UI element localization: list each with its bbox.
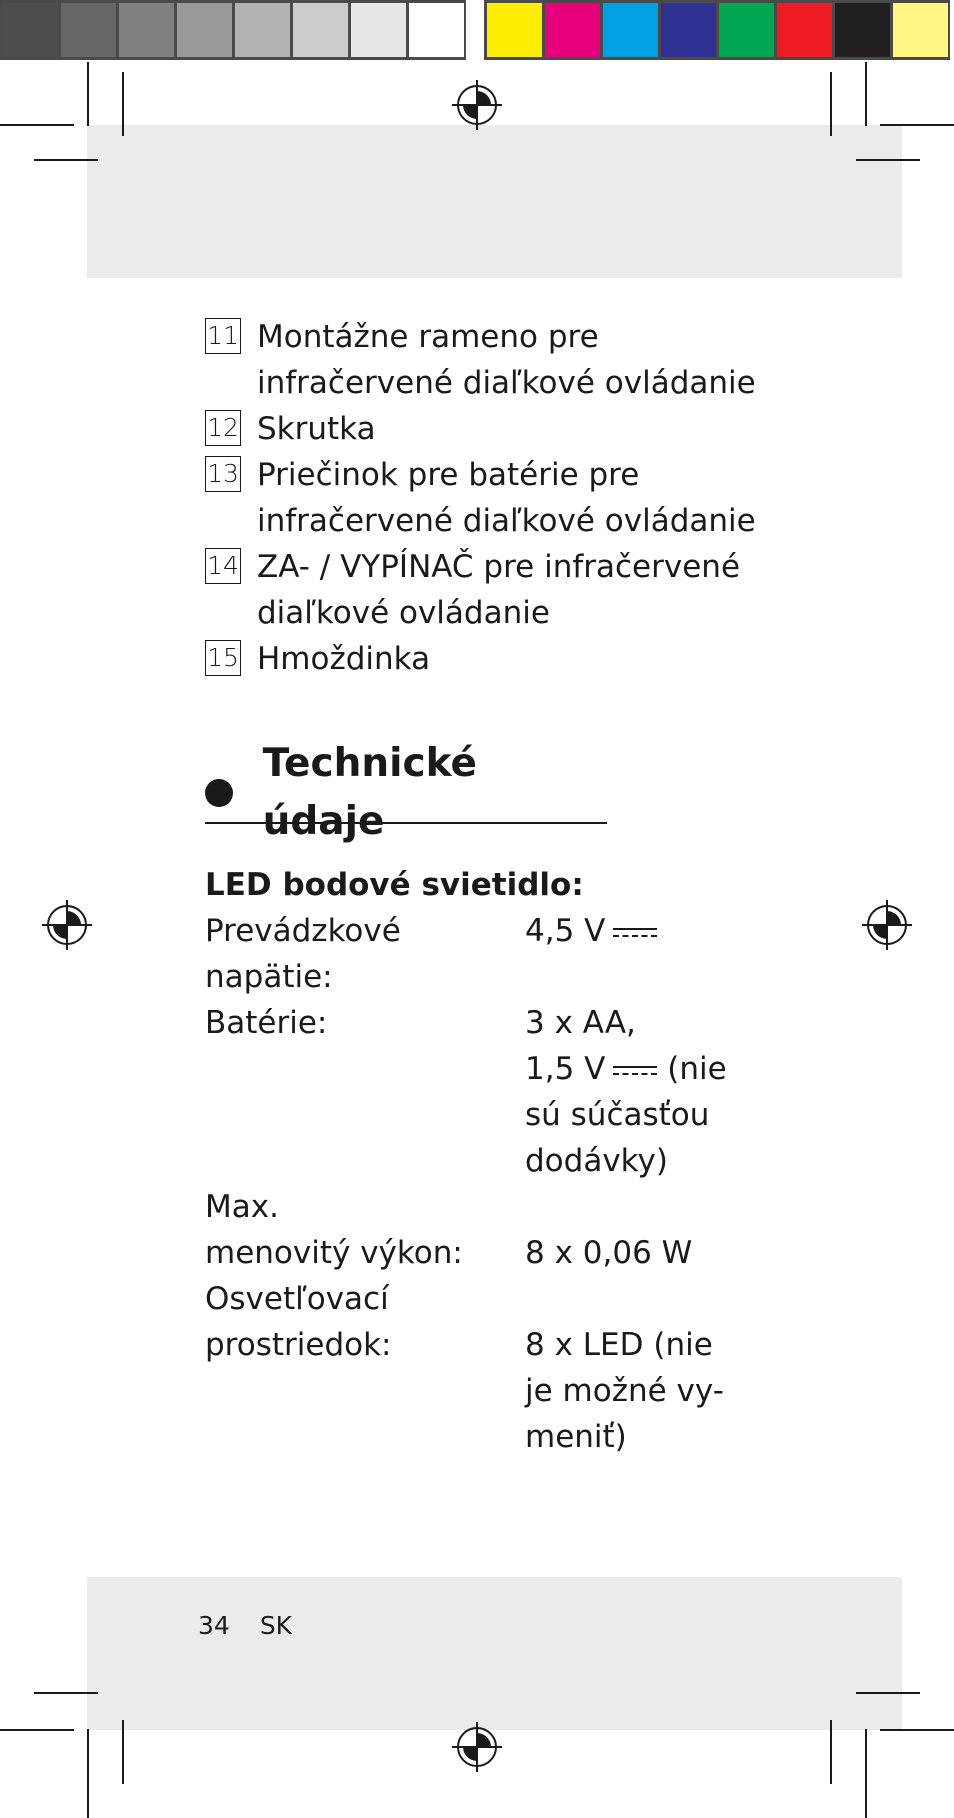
registration-mark-icon	[862, 900, 912, 950]
spec-row	[205, 1414, 765, 1460]
color-swatch	[892, 0, 950, 60]
spec-row	[205, 1000, 765, 1046]
registration-mark-icon	[452, 1722, 502, 1772]
spec-value	[525, 1046, 765, 1092]
part-number: 12	[205, 410, 241, 446]
spec-key-empty	[205, 1046, 525, 1092]
part-number: 11	[205, 318, 241, 354]
color-swatch	[408, 0, 466, 60]
color-swatch	[118, 0, 176, 60]
spec-key-empty	[205, 1414, 525, 1460]
subsection-title: LED bodové svietidlo:	[205, 867, 584, 903]
spec-value: 8 x 0,06 W	[525, 1235, 693, 1271]
part-number: 14	[205, 548, 241, 584]
color-swatch	[484, 0, 544, 60]
spec-key-empty	[205, 1138, 525, 1184]
spec-value: 8 x LED (nie	[525, 1327, 713, 1363]
spec-key: menovitý výkon:	[205, 1235, 463, 1271]
color-swatch	[60, 0, 118, 60]
spec-value: meniť)	[525, 1419, 627, 1455]
spec-value: sú súčasťou	[525, 1097, 710, 1133]
part-label: Skrutka	[257, 411, 376, 447]
spec-row	[205, 1322, 765, 1368]
process-color-bar	[484, 0, 950, 62]
color-swatch	[718, 0, 776, 60]
list-item	[205, 314, 765, 406]
list-item	[205, 636, 765, 682]
color-swatch	[602, 0, 660, 60]
spec-key: Prevádzkové napätie:	[205, 913, 401, 995]
spec-value: je možné vy-	[525, 1373, 724, 1409]
spec-row	[205, 1368, 765, 1414]
spec-row	[205, 1046, 765, 1092]
spec-row	[205, 1092, 765, 1138]
color-swatch	[234, 0, 292, 60]
bullet-icon	[205, 779, 233, 807]
spec-value-empty	[525, 1184, 765, 1230]
list-item	[205, 406, 765, 452]
language-code: SK	[259, 1611, 293, 1640]
color-swatch	[0, 0, 60, 60]
registration-mark-icon	[42, 900, 92, 950]
part-label: Hmoždinka	[257, 641, 431, 677]
header-band	[87, 125, 902, 278]
part-number: 13	[205, 456, 241, 492]
spec-key: Max.	[205, 1189, 279, 1225]
color-swatch	[176, 0, 234, 60]
spec-key-empty	[205, 1092, 525, 1138]
part-number: 15	[205, 640, 241, 676]
spec-key: Batérie:	[205, 1005, 328, 1041]
page-number: 34	[198, 1611, 230, 1640]
color-swatch	[834, 0, 892, 60]
dc-symbol-icon	[613, 1064, 657, 1078]
list-item	[205, 544, 765, 636]
footer-band	[87, 1577, 902, 1730]
spec-value: 3 x AA,	[525, 1005, 636, 1041]
grayscale-color-bar	[0, 0, 466, 62]
color-swatch	[350, 0, 408, 60]
spec-key-empty	[205, 1368, 525, 1414]
registration-mark-icon	[452, 80, 502, 130]
spec-value	[525, 908, 765, 1000]
color-swatch	[544, 0, 602, 60]
color-swatch	[776, 0, 834, 60]
dc-symbol-icon	[613, 926, 657, 940]
color-swatch	[660, 0, 718, 60]
battery-note: (nie	[667, 1051, 727, 1087]
spec-table	[205, 908, 765, 1460]
spec-row	[205, 1138, 765, 1184]
part-label: ZA- / VYPÍNAČ pre infračervené diaľkové ovládanie	[257, 549, 741, 631]
part-label: Montážne rameno pre infračervené diaľkové ovládanie	[257, 319, 756, 401]
spec-key: Osvetľovací	[205, 1281, 389, 1317]
page-footer	[198, 1608, 292, 1644]
section-title: Technické údaje	[262, 741, 477, 844]
spec-row	[205, 1276, 765, 1322]
section-heading	[205, 741, 607, 844]
spec-row	[205, 908, 765, 1000]
spec-value: dodávky)	[525, 1143, 668, 1179]
parts-list	[205, 314, 765, 682]
spec-key: prostriedok:	[205, 1327, 392, 1363]
voltage-value: 4,5 V	[525, 913, 606, 949]
part-label: Priečinok pre batérie pre infračervené diaľkové ovládanie	[257, 457, 756, 539]
spec-value-empty	[525, 1276, 765, 1322]
color-swatch	[292, 0, 350, 60]
spec-row	[205, 1230, 765, 1276]
battery-voltage: 1,5 V	[525, 1051, 606, 1087]
list-item	[205, 452, 765, 544]
spec-row	[205, 1184, 765, 1230]
